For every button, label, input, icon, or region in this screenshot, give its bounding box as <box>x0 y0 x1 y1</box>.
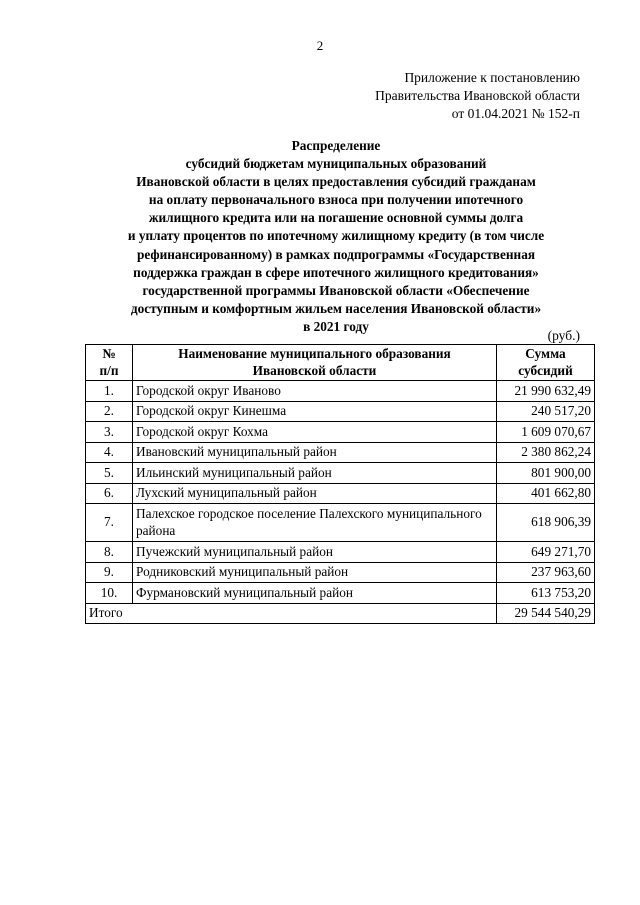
table-row <box>86 583 595 604</box>
row-number: 7. <box>86 504 133 542</box>
document-title <box>80 137 592 336</box>
municipality-name: Городской округ Кохма <box>133 422 497 443</box>
subsidy-amount: 649 271,70 <box>497 542 595 563</box>
title-line: субсидий бюджетам муниципальных образований <box>185 156 487 172</box>
table-row <box>86 504 595 542</box>
table-row <box>86 442 595 463</box>
municipality-name: Городской округ Кинешма <box>133 401 497 422</box>
table-row <box>86 422 595 443</box>
subsidy-amount: 2 380 862,24 <box>497 442 595 463</box>
page-number: 2 <box>316 38 324 53</box>
row-number: 3. <box>86 422 133 443</box>
units-label: (руб.) <box>547 328 580 343</box>
title-line: государственной программы Ивановской области «Обеспечение <box>142 282 530 298</box>
row-number: 1. <box>86 381 133 402</box>
subsidy-amount: 801 900,00 <box>497 463 595 484</box>
subsidy-amount: 21 990 632,49 <box>497 381 595 402</box>
total-amount: 29 544 540,29 <box>497 603 595 624</box>
municipality-name: Лухский муниципальный район <box>133 483 497 504</box>
header-amount: Сумма субсидий <box>497 345 595 381</box>
title-line: на оплату первоначального взноса при получении ипотечного <box>148 192 524 208</box>
appendix-line: от 01.04.2021 № 152-п <box>451 106 580 121</box>
row-number: 6. <box>86 483 133 504</box>
total-label: Итого <box>86 603 497 624</box>
row-number: 8. <box>86 542 133 563</box>
subsidy-amount: 240 517,20 <box>497 401 595 422</box>
header-num: № п/п <box>86 345 133 381</box>
title-line: поддержка граждан в сфере ипотечного жилищного кредитования» <box>133 264 539 280</box>
row-number: 10. <box>86 583 133 604</box>
title-line: Ивановской области в целях предоставления субсидий гражданам <box>136 174 536 190</box>
row-number: 5. <box>86 463 133 484</box>
municipality-name: Ивановский муниципальный район <box>133 442 497 463</box>
municipality-name: Ильинский муниципальный район <box>133 463 497 484</box>
subsidy-amount: 401 662,80 <box>497 483 595 504</box>
table-row <box>86 463 595 484</box>
row-number: 2. <box>86 401 133 422</box>
subsidy-amount: 237 963,60 <box>497 562 595 583</box>
table-header-row <box>86 345 595 381</box>
municipality-name: Пучежский муниципальный район <box>133 542 497 563</box>
municipality-name: Палехское городское поселение Палехского муниципального района <box>133 504 497 542</box>
title-line: рефинансированному) в рамках подпрограммы «Государственная <box>136 246 536 262</box>
municipality-name: Городской округ Иваново <box>133 381 497 402</box>
subsidy-amount: 613 753,20 <box>497 583 595 604</box>
table-row <box>86 381 595 402</box>
subsidies-table <box>85 344 595 624</box>
table-row <box>86 542 595 563</box>
appendix-line: Приложение к постановлению <box>404 70 580 85</box>
title-line: жилищного кредита или на погашение основной суммы долга <box>148 210 524 226</box>
appendix-line: Правительства Ивановской области <box>375 88 580 103</box>
subsidy-amount: 1 609 070,67 <box>497 422 595 443</box>
total-row <box>86 603 595 624</box>
appendix-block <box>375 69 580 123</box>
title-line: в 2021 году <box>303 318 369 334</box>
municipality-name: Родниковский муниципальный район <box>133 562 497 583</box>
row-number: 9. <box>86 562 133 583</box>
table-row <box>86 562 595 583</box>
subsidy-amount: 618 906,39 <box>497 504 595 542</box>
title-line: и уплату процентов по ипотечному жилищному кредиту (в том числе <box>127 228 545 244</box>
table-row <box>86 401 595 422</box>
row-number: 4. <box>86 442 133 463</box>
municipality-name: Фурмановский муниципальный район <box>133 583 497 604</box>
title-line: доступным и комфортным жильем населения Ивановской области» <box>130 300 542 316</box>
title-line: Распределение <box>291 138 381 153</box>
header-name: Наименование муниципального образования Ивановской области <box>133 345 497 381</box>
table-row <box>86 483 595 504</box>
